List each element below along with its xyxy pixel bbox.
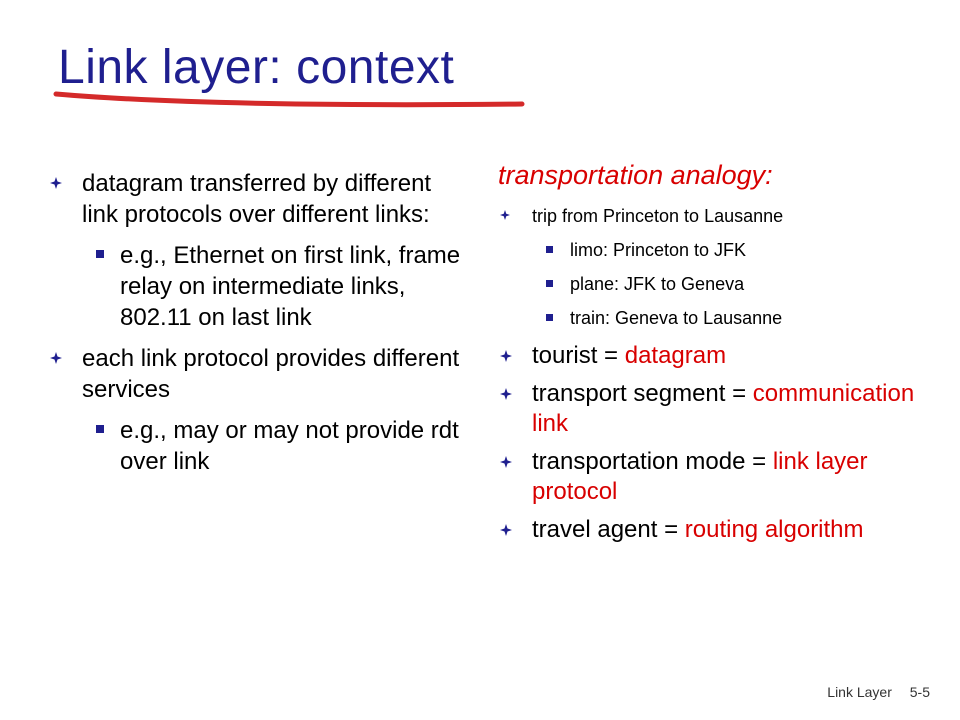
slide-footer [813, 684, 930, 700]
square-bullet-icon [546, 246, 553, 253]
mapping-value: routing algorithm [684, 516, 864, 543]
sub-bullet-text: limo: Princeton to JFK [570, 240, 747, 260]
sub-bullet-leg [498, 273, 918, 295]
left-column [48, 168, 468, 487]
diamond-bullet-icon [50, 352, 62, 364]
sub-bullet-leg [498, 239, 918, 261]
square-bullet-icon [546, 280, 553, 287]
mapping-term: tourist = [532, 342, 625, 369]
analogy-heading: transportation analogy: [498, 160, 773, 190]
mapping-value: link layer protocol [532, 448, 868, 505]
diamond-bullet-icon [500, 524, 512, 536]
mapping-term: travel agent = [532, 516, 685, 543]
sub-bullet-rdt [48, 415, 468, 477]
square-bullet-icon [546, 314, 553, 321]
sub-bullet-text: train: Geneva to Lausanne [570, 308, 783, 328]
bullet-mapping [498, 379, 918, 439]
diamond-bullet-icon [500, 210, 510, 220]
mapping-value: communication link [532, 380, 915, 437]
sub-bullet-text: plane: JFK to Geneva [570, 274, 745, 294]
diamond-bullet-icon [500, 456, 512, 468]
mapping-term: transport segment = [532, 380, 753, 407]
sub-bullet-leg [498, 307, 918, 329]
bullet-text: each link protocol provides different services [82, 345, 460, 403]
diamond-bullet-icon [50, 177, 62, 189]
bullet-mapping [498, 341, 918, 371]
footer-section: Link Layer [827, 684, 892, 700]
bullet-text: datagram transferred by different link protocols over different links: [82, 170, 432, 228]
bullet-each-link-protocol [48, 343, 468, 405]
sub-bullet-text: e.g., may or may not provide rdt over link [120, 417, 459, 475]
sub-bullet-ethernet [48, 240, 468, 333]
right-column [498, 160, 918, 553]
bullet-text: trip from Princeton to Lausanne [532, 206, 784, 226]
title-underline [52, 84, 532, 110]
bullet-datagram-transferred [48, 168, 468, 230]
diamond-bullet-icon [500, 388, 512, 400]
slide-title: Link layer: context [58, 41, 455, 94]
bullet-mapping [498, 515, 918, 545]
mapping-term: transportation mode = [532, 448, 773, 475]
footer-page-number: 5-5 [909, 684, 930, 700]
bullet-trip [498, 205, 918, 227]
sub-bullet-text: e.g., Ethernet on first link, frame relay on intermediate links, 802.11 on last link [120, 242, 461, 331]
mapping-value: datagram [624, 342, 727, 369]
diamond-bullet-icon [500, 350, 512, 362]
square-bullet-icon [96, 425, 104, 433]
bullet-mapping [498, 447, 918, 507]
square-bullet-icon [96, 250, 104, 258]
